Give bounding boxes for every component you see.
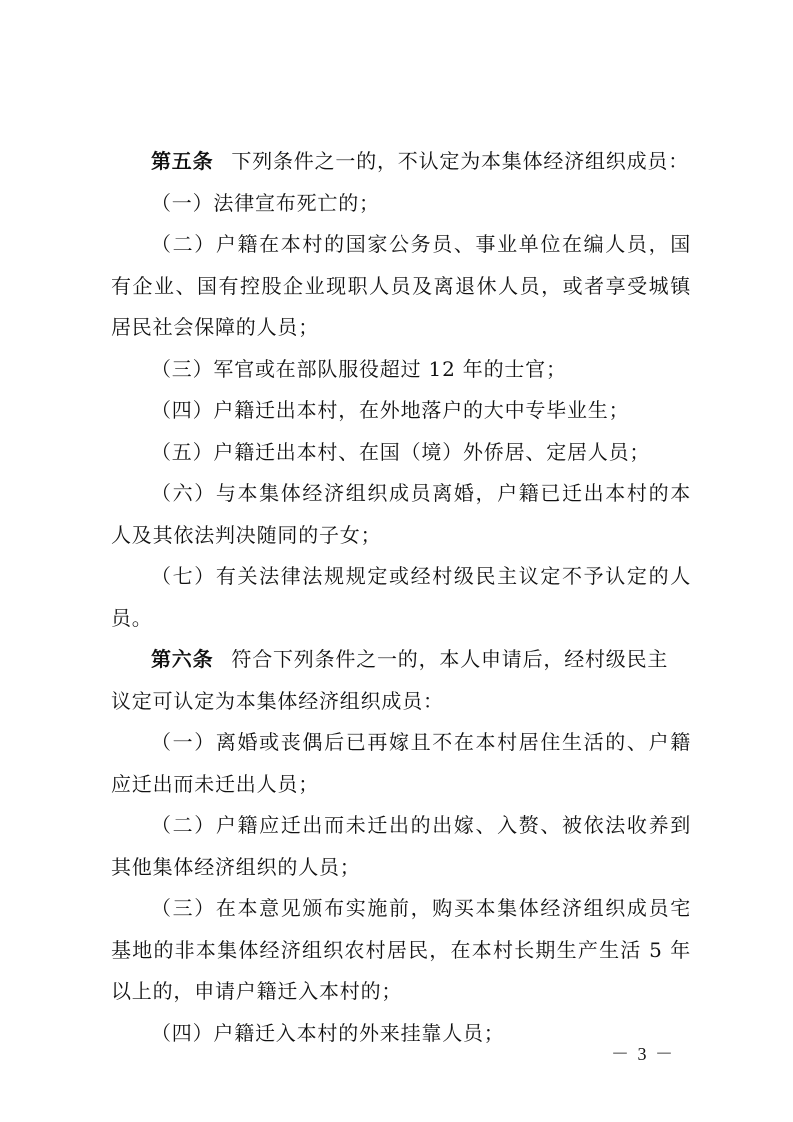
article5-item-7-line-2: 员。 xyxy=(111,605,153,630)
article5-item-2-line-1: （二）户籍在本村的国家公务员、事业单位在编人员，国 xyxy=(151,232,691,256)
document-body xyxy=(111,141,691,1054)
article6-text: 符合下列条件之一的，本人申请后，经村级民主 xyxy=(231,647,669,671)
article5-item-4: （四）户籍迁出本村，在外地落户的大中专毕业生； xyxy=(151,398,630,422)
article5-text: 下列条件之一的，不认定为本集体经济组织成员： xyxy=(231,149,690,173)
article6-item-3-line-1: （三）在本意见颁布实施前，购买本集体经济组织成员宅 xyxy=(151,896,691,920)
article5-item-7-line-1: （七）有关法律法规规定或经村级民主议定不予认定的人 xyxy=(151,564,691,588)
article6-item-3-line-2: 基地的非本集体经济组织农村居民，在本村长期生产生活 5 年 xyxy=(111,937,691,962)
article5-item-5: （五）户籍迁出本村、在国（境）外侨居、定居人员； xyxy=(151,439,651,464)
article5-item-2-line-2: 有企业、国有控股企业现职人员及离退休人员，或者享受城镇 xyxy=(111,273,691,298)
article6-item-2-line-2: 其他集体经济组织的人员； xyxy=(111,854,361,879)
article5-item-1: （一）法律宣布死亡的； xyxy=(151,190,380,215)
article6-item-2-line-1: （二）户籍应迁出而未迁出的出嫁、入赘、被依法收养到 xyxy=(151,813,691,837)
article5-item-6-line-2: 人及其依法判决随同的子女； xyxy=(111,522,382,547)
article6-heading-line xyxy=(111,639,691,681)
article5-heading-line xyxy=(111,141,691,183)
article6-item-1-line-2: 应迁出而未迁出人员； xyxy=(111,771,319,796)
article5-heading: 第五条 xyxy=(151,149,214,173)
article6-heading: 第六条 xyxy=(151,647,214,671)
article6-item-1-line-1: （一）离婚或丧偶后已再嫁且不在本村居住生活的、户籍 xyxy=(151,730,691,754)
page-number: － 3 － xyxy=(611,1044,675,1064)
article5-item-3: （三）军官或在部队服役超过 12 年的士官； xyxy=(151,356,567,381)
article5-item-2-line-3: 居民社会保障的人员； xyxy=(111,315,319,339)
article6-line-1: 议定可认定为本集体经济组织成员： xyxy=(111,688,444,713)
article6-item-3-line-3: 以上的，申请户籍迁入本村的； xyxy=(111,979,403,1003)
article6-item-4: （四）户籍迁入本村的外来挂靠人员； xyxy=(151,1020,505,1045)
article5-item-6-line-1: （六）与本集体经济组织成员离婚，户籍已迁出本村的本 xyxy=(151,481,691,505)
